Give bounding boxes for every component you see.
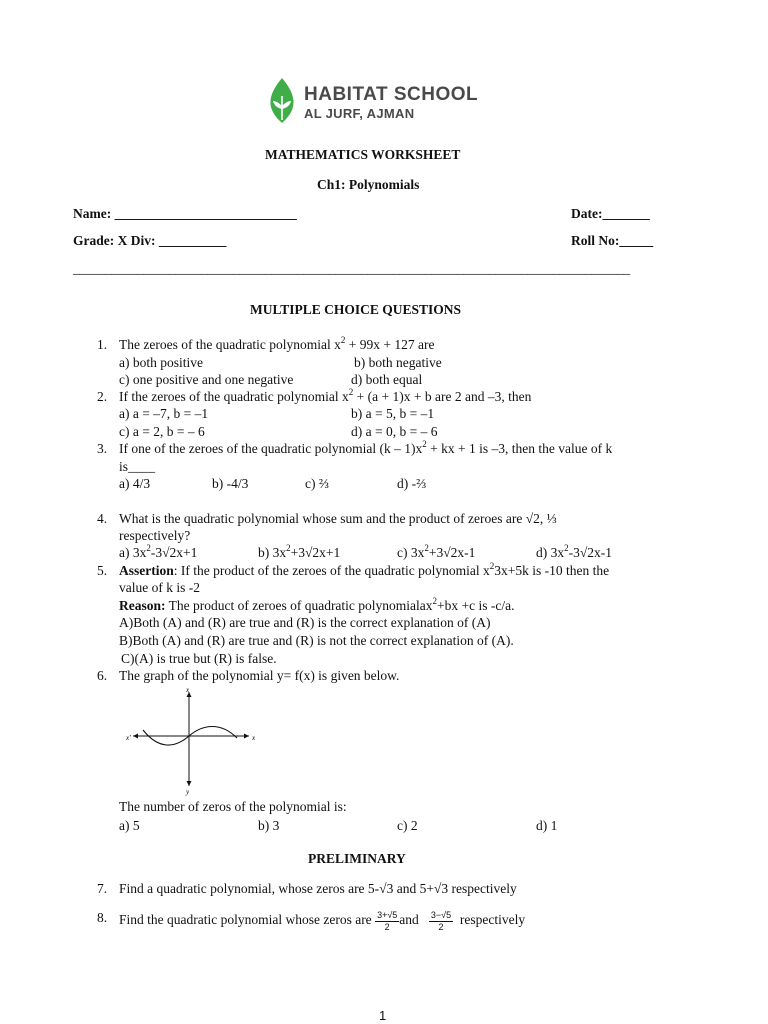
q4-text: What is the quadratic polynomial whose sum and the product of zeroes are √2, ⅓ xyxy=(119,511,557,526)
q1-text: The zeroes of the quadratic polynomial $x^2 + 99x + 127$ are xyxy=(119,335,435,352)
roll-field: Roll No:_____ xyxy=(571,233,654,248)
school-logo xyxy=(266,76,496,124)
q3-option-d: d) -⅔ xyxy=(397,476,427,491)
q4-option-c: c) $3x^2+3√2x-1$ xyxy=(397,543,476,560)
q2-option-d: d) a = 0, b = – 6 xyxy=(351,424,438,439)
grade-field: Grade: X Div: __________ xyxy=(73,233,227,248)
q4-option-d: d) $3x^2-3√2x-1$ xyxy=(536,543,613,560)
q8-text: Find the quadratic polynomial whose zeros are $\frac{3+√5}{2}$ and $\frac{3-√5}{2}$ respectively xyxy=(119,910,526,932)
q6-option-b: b) 3 xyxy=(258,818,280,833)
q5-option-b: B)Both (A) and (R) are true and (R) is not the correct explanation of (A). xyxy=(119,633,514,648)
logo-line-1: HABITAT SCHOOL xyxy=(304,84,479,105)
name-field: Name: ___________________________ xyxy=(73,206,297,221)
q2-number: 2. xyxy=(97,389,108,404)
q1-option-c: c) one positive and one negative xyxy=(119,372,294,387)
q2-option-c: c) a = 2, b = – 6 xyxy=(119,424,205,439)
q7-number: 7. xyxy=(97,881,108,896)
q5-assertion: Assertion: If the product of the zeroes of the quadratic polynomial $x^23x+5k$ is -10 then the xyxy=(119,561,610,578)
q6-question: The number of zeros of the polynomial is: xyxy=(119,799,347,814)
q2-option-a: a) a = –7, b = –1 xyxy=(119,406,209,421)
q1-option-b: b) both negative xyxy=(354,355,442,370)
leaf-icon xyxy=(266,76,298,124)
q5-number: 5. xyxy=(97,563,108,578)
q3-option-b: b) -4/3 xyxy=(212,476,249,491)
q4-option-a: a) $3x^2-3√2x+1$ xyxy=(119,543,198,560)
q8-number: 8. xyxy=(97,910,108,925)
graph-y-neg-label: y xyxy=(186,788,190,796)
date-field: Date:_______ xyxy=(571,206,650,221)
q5-option-a: A)Both (A) and (R) are true and (R) is the correct explanation of (A) xyxy=(119,615,491,630)
q7-text: Find a quadratic polynomial, whose zeros are 5-√3 and 5+√3 respectively xyxy=(119,881,517,896)
q6-text: The graph of the polynomial y= f(x) is given below. xyxy=(119,668,400,683)
q4-number: 4. xyxy=(97,511,108,526)
q3-option-a: a) 4/3 xyxy=(119,476,151,491)
q4-option-b: b) $3x^2+3√2x+1$ xyxy=(258,543,341,560)
q2-text: If the zeroes of the quadratic polynomial $x^2 + (a + 1)x + b$ are 2 and –3, then xyxy=(119,387,532,404)
q3-text: If one of the zeroes of the quadratic polynomial $(k - 1)x^2$ + kx + 1 is –3, then the value of k xyxy=(119,439,613,456)
q4-text-line2: respectively? xyxy=(119,528,191,543)
q3-number: 3. xyxy=(97,441,108,456)
q1-number: 1. xyxy=(97,337,108,352)
worksheet-title: MATHEMATICS WORKSHEET xyxy=(265,147,461,162)
graph-x-neg-label: x' xyxy=(126,734,131,742)
q5-reason: Reason: The product of zeroes of quadratic polynomialax$^2$+bx +c is -c/a. xyxy=(119,596,515,613)
q6-number: 6. xyxy=(97,668,108,683)
fraction-2: $\frac{3-√5}{2}$ xyxy=(430,910,452,932)
section-mcq: MULTIPLE CHOICE QUESTIONS xyxy=(250,302,462,317)
graph-y-top-label: x xyxy=(186,686,190,694)
q5-assertion-line2: value of k is -2 xyxy=(119,580,200,595)
q3-option-c: c) ⅔ xyxy=(305,476,329,491)
section-preliminary: PRELIMINARY xyxy=(308,851,406,866)
logo-line-2: AL JURF, AJMAN xyxy=(304,106,415,121)
graph-x-pos-label: x xyxy=(252,734,256,742)
page-number: 1 xyxy=(379,1008,387,1023)
q6-option-d: d) 1 xyxy=(536,818,558,833)
fraction-1: $\frac{3+√5}{2}$ xyxy=(377,910,398,932)
q2-option-b: b) a = 5, b = –1 xyxy=(351,406,435,421)
chapter-title: Ch1: Polynomials xyxy=(317,177,420,192)
q1-option-a: a) both positive xyxy=(119,355,203,370)
polynomial-graph xyxy=(125,686,260,796)
q6-option-c: c) 2 xyxy=(397,818,418,833)
header-rule: _______________________________________________________________________________________ xyxy=(73,261,630,276)
q6-option-a: a) 5 xyxy=(119,818,140,833)
q5-option-c: C)(A) is true but (R) is false. xyxy=(121,651,277,666)
q3-text-line2: is____ xyxy=(119,459,156,474)
q1-option-d: d) both equal xyxy=(351,372,423,387)
